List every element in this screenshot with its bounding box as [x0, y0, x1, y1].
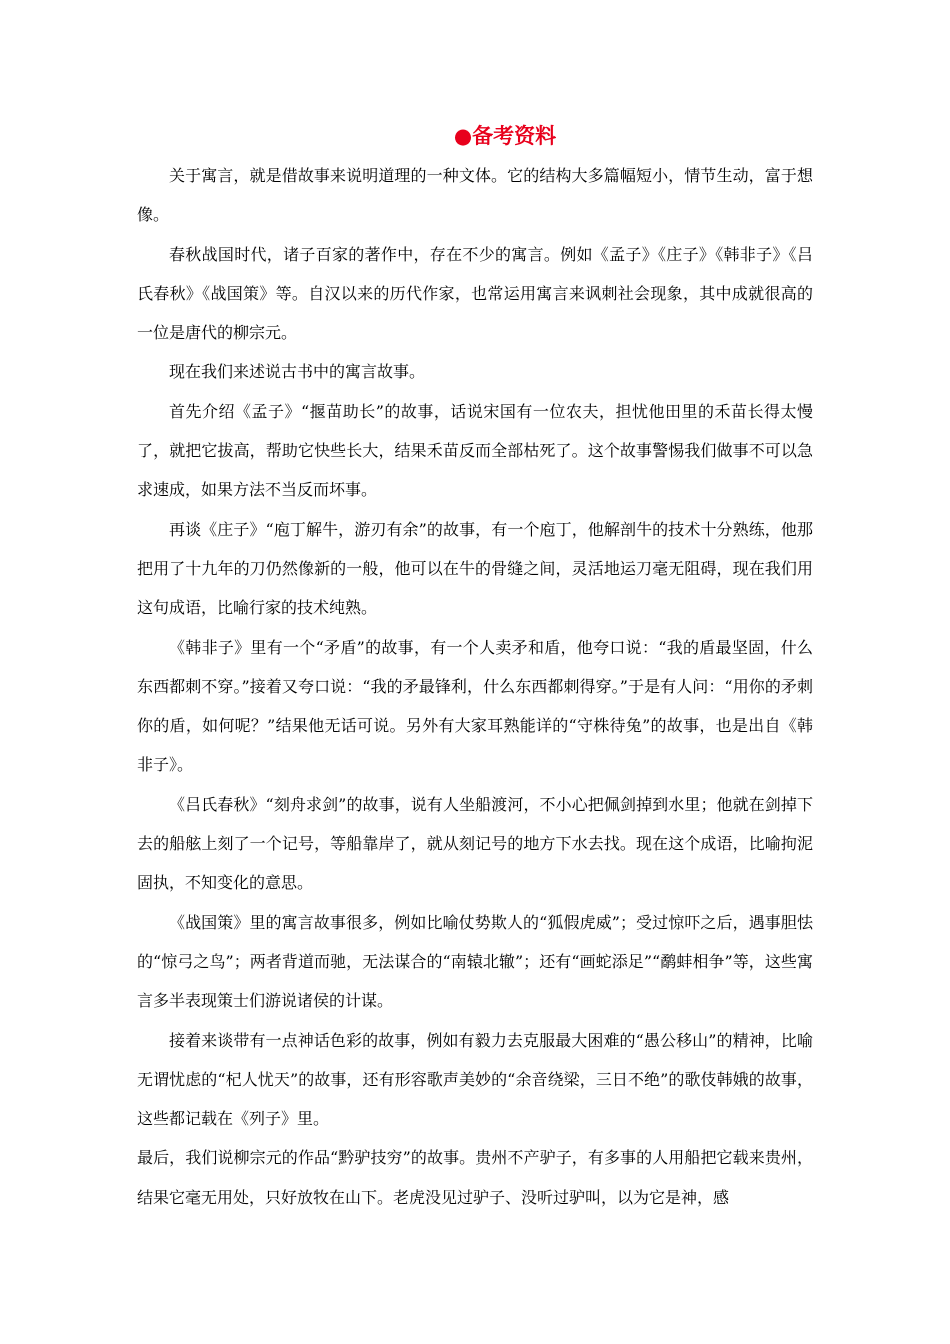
document-page [137, 120, 813, 1217]
paragraph-hanfeizi: 《韩非子》里有一个“矛盾”的故事，有一个人卖矛和盾，他夸口说：“我的盾最坚固，什么东西都刺不穿。”接着又夸口说：“我的矛最锋利，什么东西都刺得穿。”于是有人问：“用你的矛刺你的盾，如何呢？”结果他无话可说。另外有大家耳熟能详的“守株待兔”的故事，也是出自《韩非子》。 [137, 637, 813, 775]
paragraph-intro: 现在我们来述说古书中的寓言故事。 [169, 362, 426, 382]
paragraph-mengzi: 首先介绍《孟子》“揠苗助长”的故事，话说宋国有一位农夫，担忧他田里的禾苗长得太慢了，就把它拔高，帮助它快些长大，结果禾苗反而全部枯死了。这个故事警惕我们做事不可以急求速成，如果方法不当反而坏事。 [137, 401, 813, 500]
paragraph-zhanguoce: 《战国策》里的寓言故事很多，例如比喻仗势欺人的“狐假虎威”；受过惊吓之后，遇事胆怯的“惊弓之鸟”；两者背道而驰，无法谋合的“南辕北辙”；还有“画蛇添足”“鹬蚌相争”等，这些寓言多半表现策士们游说诸侯的计谋。 [137, 912, 813, 1011]
paragraph-lvshichunqiu: 《吕氏春秋》“刻舟求剑”的故事，说有人坐船渡河，不小心把佩剑掉到水里；他就在剑掉下去的船舷上刻了一个记号，等船靠岸了，就从刻记号的地方下水去找。现在这个成语，比喻拘泥固执，不知变化的意思。 [137, 794, 813, 893]
paragraph-fable-definition: 关于寓言，就是借故事来说明道理的一种文体。它的结构大多篇幅短小，情节生动，富于想像。 [137, 166, 813, 225]
paragraph-zhuangzi: 再谈《庄子》“庖丁解牛，游刃有余”的故事，有一个庖丁，他解剖牛的技术十分熟练，他那把用了十九年的刀仍然像新的一般，他可以在牛的骨缝之间，灵活地运刀毫无阻碍，现在我们用这句成语，比喻行家的技术纯熟。 [137, 519, 813, 618]
red-bullet-icon: ● [453, 123, 473, 148]
title-text: 备考资料 [472, 123, 557, 148]
paragraph-liezi: 接着来谈带有一点神话色彩的故事，例如有毅力去克服最大困难的“愚公移山”的精神，比喻无谓忧虑的“杞人忧天”的故事，还有形容歌声美妙的“余音绕梁，三日不绝”的歌伎韩娥的故事，这些都记载在《列子》里。 [137, 1030, 813, 1129]
paragraph-liuzongyuan: 最后，我们说柳宗元的作品“黔驴技穷”的故事。贵州不产驴子，有多事的人用船把它载来贵州，结果它毫无用处，只好放牧在山下。老虎没见过驴子、没听过驴叫，以为它是神，感 [137, 1148, 813, 1207]
document-title [137, 120, 813, 152]
paragraph-warring-states: 春秋战国时代，诸子百家的著作中，存在不少的寓言。例如《孟子》《庄子》《韩非子》《吕氏春秋》《战国策》等。自汉以来的历代作家，也常运用寓言来讽刺社会现象，其中成就很高的一位是唐代的柳宗元。 [137, 244, 813, 343]
